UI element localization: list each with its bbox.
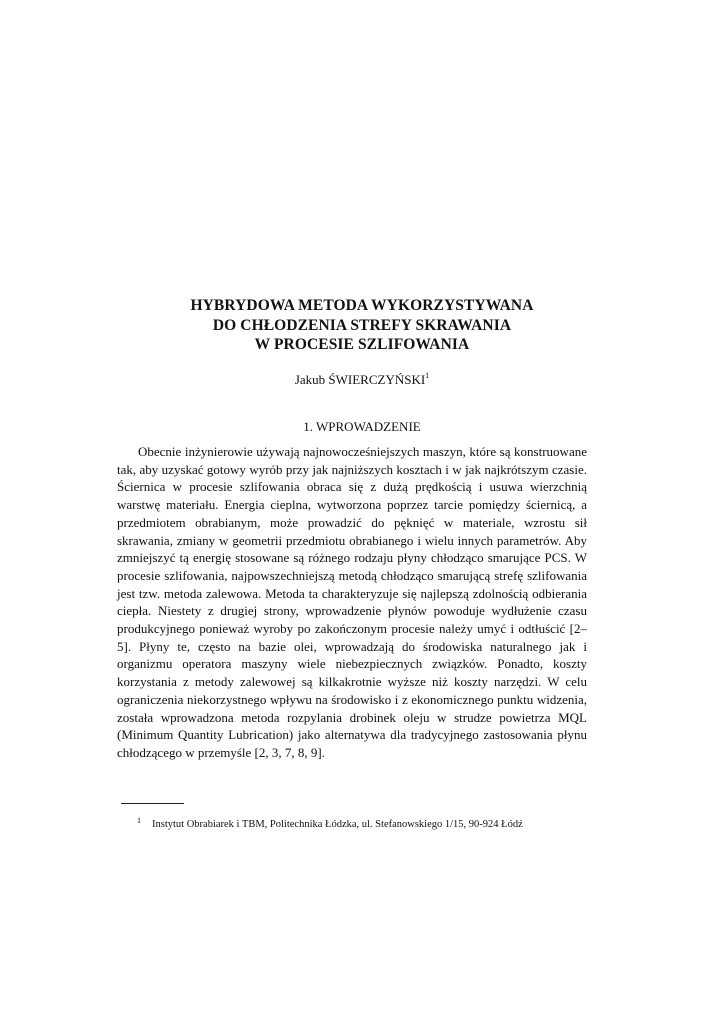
body-paragraph: Obecnie inżynierowie używają najnowocześniejszych maszyn, które są konstruowane tak, aby uzyskać gotowy wyrób przy jak najniższych kosztach i w jak najkrótszym czasie. Ściernica w procesie szlifowania obraca się z dużą prędkością i usuwa wierzchnią warstwę materiału. Energia cieplna, wytworzona poprzez tarcie pomiędzy ściernicą, a przedmiotem obrabianym, może prowadzić do pęknięć w materiale, wzrostu sił skrawania, zmiany w geometrii przedmiotu obrabianego i wielu innych parametrów. Aby zmniejszyć tą energię stosowane są różnego rodzaju płyny chłodząco smarujące PCS. W procesie szlifowania, najpowszechniejszą metodą chłodząco smarującą strefę szlifowania jest tzw. metoda zalewowa. Metoda ta charakteryzuje się najlepszą zdolnością odbierania ciepła. Niestety z drugiej strony, wprowadzenie płynów powoduje wydłużenie czasu produkcyjnego ponieważ wyroby po zakończonym procesie należy umyć i odtłuścić [2–5]. Płyny te, często na bazie olei, wprowadzają do środowiska naturalnego jak i organizmu operatora maszyny wiele niebezpiecznych związków. Ponadto, koszty korzystania z metody zalewowej są kilkakrotnie wyższe niż koszty narzędzi. W celu ograniczenia niekorzystnego wpływu na środowisko i z ekonomicznego punktu widzenia, została wprowadzona metoda rozpylania drobinek oleju w strudze powietrza MQL (Minimum Quantity Lubrication) jako alternatywa dla tradycyjnego zastosowania płynu chłodzącego w przemyśle [2, 3, 7, 8, 9].: [117, 444, 587, 760]
footnote: [137, 814, 587, 832]
author-footnote-mark: 1: [425, 371, 430, 380]
author-line: [120, 372, 604, 388]
title-line-3: W PROCESIE SZLIFOWANIA: [254, 336, 470, 353]
title-line-1: HYBRYDOWA METODA WYKORZYSTYWANA: [190, 297, 534, 314]
author-name: Jakub ŚWIERCZYŃSKI: [294, 372, 426, 387]
paper-title: [120, 296, 604, 355]
footnote-divider: [121, 803, 184, 804]
section-heading: 1. WPROWADZENIE: [303, 419, 421, 434]
title-line-2: DO CHŁODZENIA STREFY SKRAWANIA: [212, 316, 512, 334]
footnote-mark: 1: [137, 816, 141, 825]
footnote-text: Instytut Obrabiarek i TBM, Politechnika Łódzka, ul. Stefanowskiego 1/15, 90-924 Łódź: [152, 819, 523, 830]
